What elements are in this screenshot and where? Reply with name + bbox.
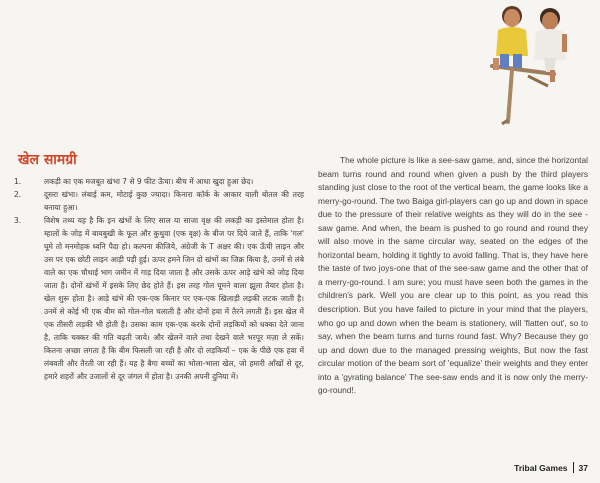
body-paragraph: The whole picture is like a see-saw game, and, since the horizontal beam turns round and round when given a push by the third players standing just close to the root of the vertical beam, the game looks like a merry-go-round. The two Baiga girl-players can go up and down in space due to the pressure of their relative weights as they will do in the see -saw game. And when, the beam is pushed to go round and round they will also move in the same circular way, seated on the edges of the horizontal beam, holding it tightly to avoid falling. That is, they have here the taste of two joys-one that of the see-saw game and the other that of a merry-go-round. I am sure; you must have seen both the games in the children's park. Well you are clear up to this point, as you read this description. But you have failed to picture in your mind that the players, who go up and down when the beam is stationery, will 'flatten out', so to say, when the beam turns and turns round fast. Why? Because they go up and down due to the managed pressing weights, But now the fast circular motion of the beam sort of 'equalize' their weights and they enter into a 'gyrating balance' The see-saw ends and it is now only the merry-go-round!. <box>318 155 588 396</box>
page-footer <box>514 462 588 473</box>
list-item <box>14 188 304 214</box>
page-number: 37 <box>578 463 588 473</box>
hindi-materials-section <box>14 150 304 383</box>
wooden-beam-frame <box>492 66 554 124</box>
footer-divider <box>573 462 574 473</box>
section-heading: खेल सामग्री <box>18 152 77 168</box>
children-seesaw-photo <box>478 0 600 130</box>
list-item-text: दूसरा खंभा। लंबाई कम, मोटाई कुछ ज्यादा। किनारा कॉर्क के आकार वाली बोतल की तरह बनाया हुआ। <box>44 190 304 212</box>
list-item-text: लकड़ी का एक मजबूत खंभा 7 से 9 फीट ऊँचा। बीच में आधा खुदा हुआ छेद। <box>44 177 254 186</box>
list-item-text: विशेष तथ्य यह है कि इन खंभों के लिए साल या साजा वृक्ष की लकड़ी का इस्तेमाल होता है। म्हालों के जोड़ में बायबुखी के फूल और कुथुवा (एक वृक्ष) के बीज पर दिये जाते हैं, ताकि 'गल' घूमे तो मनमोहक ध्वनि पैदा हो। कल्पना कीजिये, अंग्रेजी के T अक्षर की। एक ऊँची लाइन और उस पर एक छोटी लाइन आड़ी पड़ी हुई। ऊपर हमने जिन दो खंभों का जिक्र किया है, उनमें से लंबे वाले का एक चौथाई भाग जमीन में गाड़ दिया जाता है और उसके ऊपर आड़े खंभे को जोड़ दिया जाता है। दोनों खंभों में इसके लिए छेद होते हैं। इस तरह गोल घूमने वाला झूला तैयार होता है। खेल शुरू होता है। आड़े खंभे की एक-एक किनार पर एक-एक खिलाड़ी लड़की लटक जाती है। उनमें से कोई भी एक बीम को गोल-गोल चलाती है और दोनों हवा में तैरने लगती हैं। इस खेल में एक तीसरी लड़की भी होती है। उसका काम एक-एक करके दोनों लड़कियों को धक्का देते जाना है, ताकि चक्कर की गति बढ़ती जाये। और खेलने वाले तथा देखने वाले भरपूर मज़ा ले सकें। कितना अच्छा लगता है कि बीम फिसली जा रही है और दो लड़कियाँ – एक के पीछे एक हवा में लंबवती और तैरती जा रही हैं। यह है बैगा बच्चों का भोला-भाला खेल, जो हमारी आँखों से दूर, हमारे शहरों और उजालों से दूर जंगल में होता है। उनकी अपनी दुनिया में। <box>44 216 304 381</box>
materials-list <box>14 175 304 383</box>
list-item-number: 3. <box>14 216 22 225</box>
list-item <box>14 214 304 383</box>
english-description <box>318 154 588 398</box>
list-item <box>14 175 304 188</box>
list-item-number: 2. <box>14 190 22 199</box>
list-item-number: 1. <box>14 177 22 186</box>
child-yellow-shirt <box>493 6 528 70</box>
footer-section-title: Tribal Games <box>514 463 568 473</box>
